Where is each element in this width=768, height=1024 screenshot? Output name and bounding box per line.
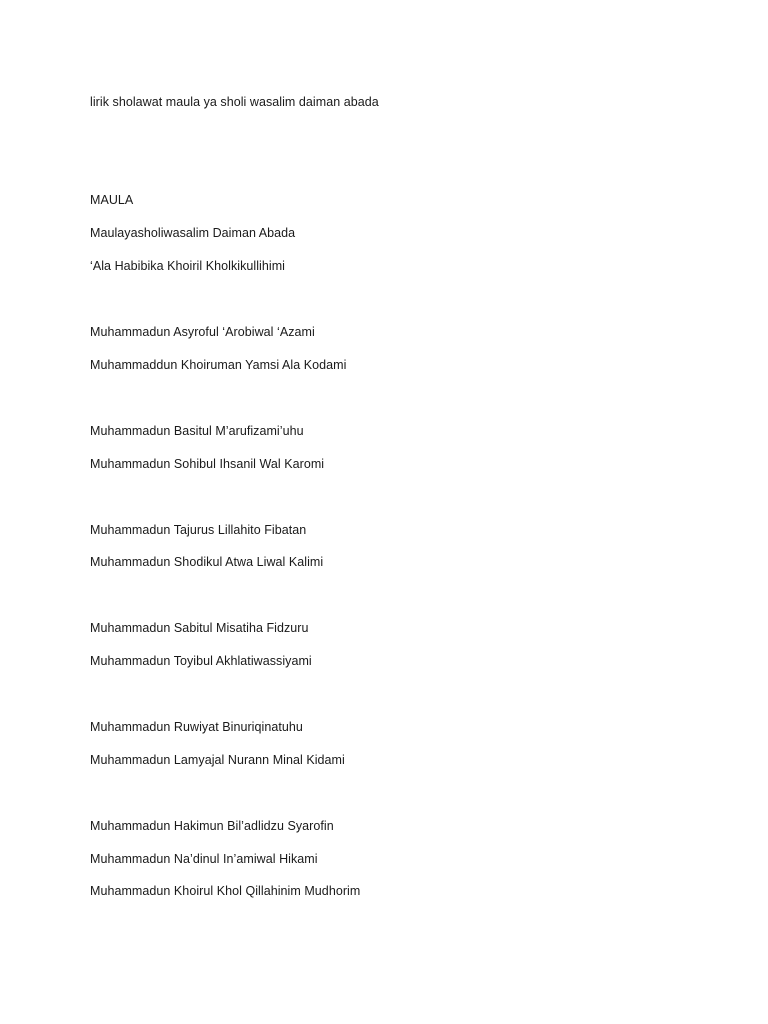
section-heading: MAULA [90, 193, 134, 207]
lyric-line: Muhammadun Na’dinul In’amiwal Hikami [90, 852, 318, 866]
lyric-line: ‘Ala Habibika Khoiril Kholkikullihimi [90, 259, 285, 273]
lyric-line: Muhammadun Asyroful ‘Arobiwal ‘Azami [90, 325, 315, 339]
lyric-line: Muhammadun Lamyajal Nurann Minal Kidami [90, 753, 345, 767]
lyric-line: Muhammadun Khoirul Khol Qillahinim Mudhorim [90, 884, 361, 898]
lyric-line: Muhammadun Shodikul Atwa Liwal Kalimi [90, 555, 324, 569]
lyric-line: Muhammadun Basitul M’arufizami’uhu [90, 424, 304, 438]
lyric-line: Muhammadun Tajurus Lillahito Fibatan [90, 523, 307, 537]
lyric-line: Muhammadun Toyibul Akhlatiwassiyami [90, 654, 312, 668]
lyric-line: Muhammadun Ruwiyat Binuriqinatuhu [90, 720, 303, 734]
lyric-line: Muhammadun Sabitul Misatiha Fidzuru [90, 621, 309, 635]
lyric-line: Muhammaddun Khoiruman Yamsi Ala Kodami [90, 358, 347, 372]
document-title-line: lirik sholawat maula ya sholi wasalim daiman abada [90, 95, 379, 109]
lyric-line: Muhammadun Hakimun Bil’adlidzu Syarofin [90, 819, 334, 833]
lyric-line: Maulayasholiwasalim Daiman Abada [90, 226, 296, 240]
lyric-line: Muhammadun Sohibul Ihsanil Wal Karomi [90, 457, 325, 471]
